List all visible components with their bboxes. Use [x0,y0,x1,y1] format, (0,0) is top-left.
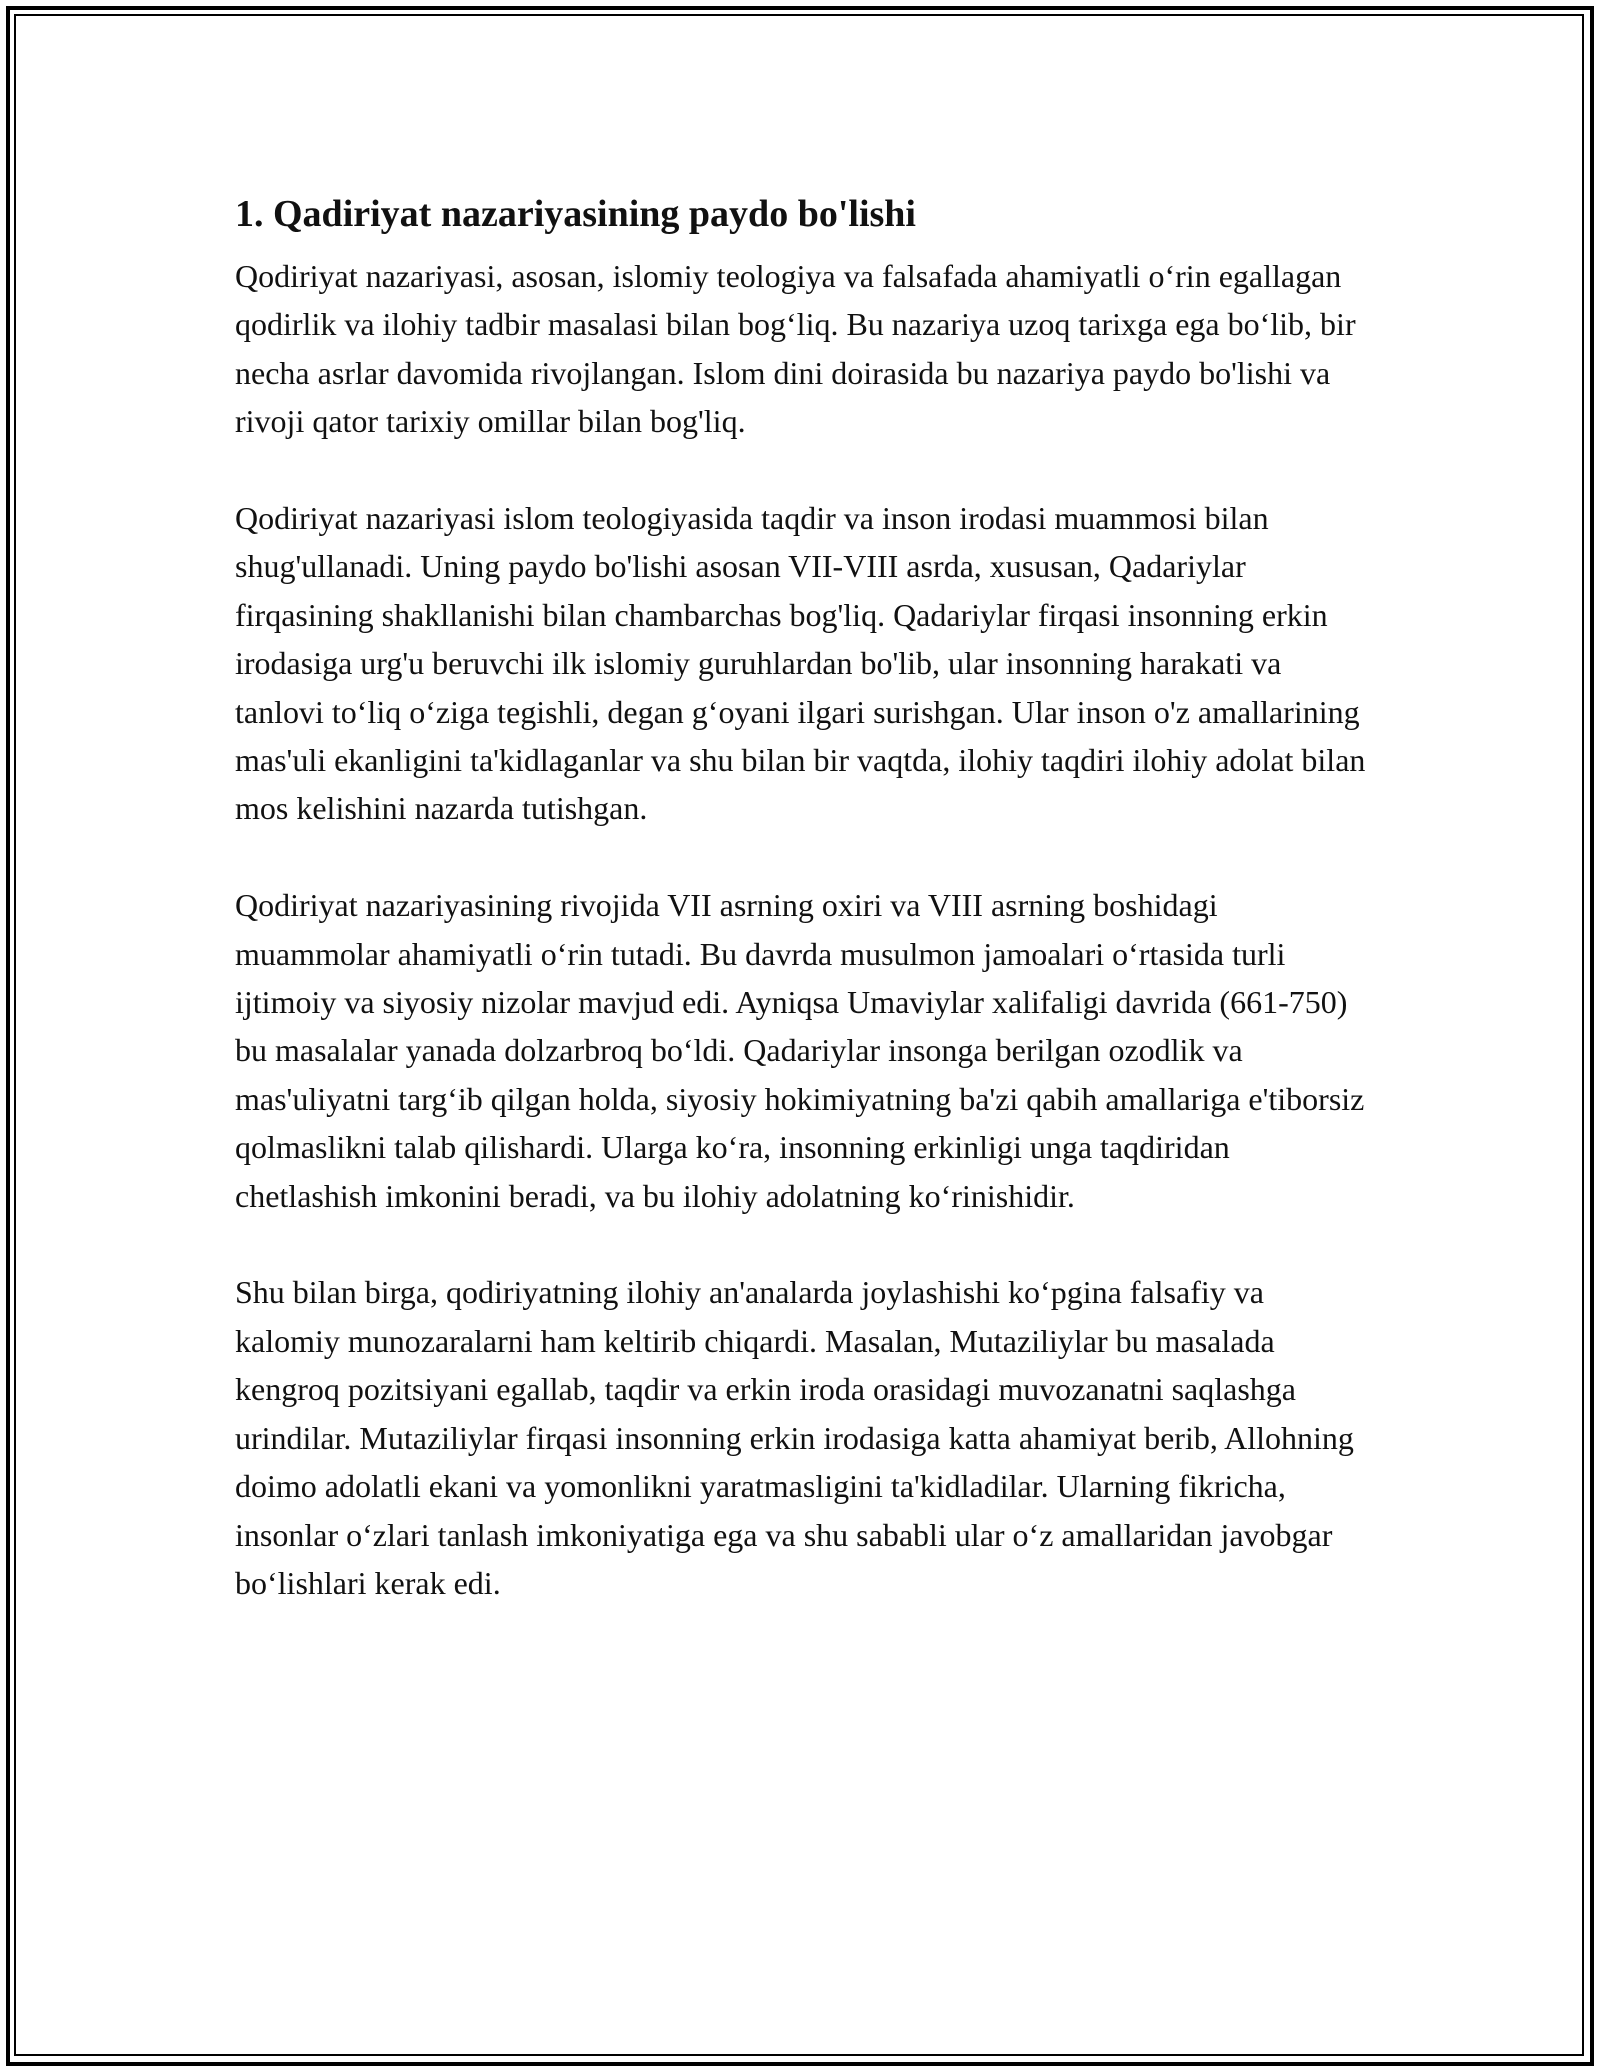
paragraph-4: Shu bilan birga, qodiriyatning ilohiy an'analarda joylashishi ko‘pgina falsafiy va kalomiy munozaralarni ham keltirib chiqardi. Masalan, Mutaziliylar bu masalada kengroq pozitsiyani egallab, taqdir va erkin iroda orasidagi muvozanatni saqlashga urindilar. Mutaziliylar firqasi insonning erkin irodasiga katta ahamiyat berib, Allohning doimo adolatli ekani va yomonlikni yaratmasligini ta'kidladilar. Ularning fikricha, insonlar o‘zlari tanlash imkoniyatiga ega va shu sababli ular o‘z amallaridan javobgar bo‘lishlari kerak edi. [235,1274,1354,1601]
paragraph-1: Qodiriyat nazariyasi, asosan, islomiy teologiya va falsafada ahamiyatli o‘rin egallagan qodirlik va ilohiy tadbir masalasi bilan bog‘liq. Bu nazariya uzoq tarixga ega bo‘lib, bir necha asrlar davomida rivojlangan. Islom dini doirasida bu nazariya paydo bo'lishi va rivoji qator tarixiy omillar bilan bog'liq. [235,258,1356,440]
document-body [235,186,1375,1656]
section-heading: 1. Qadiriyat nazariyasining paydo bo'lishi [235,193,916,235]
paragraph-2: Qodiriyat nazariyasi islom teologiyasida taqdir va inson irodasi muammosi bilan shug'ullanadi. Uning paydo bo'lishi asosan VII-VIII asrda, xususan, Qadariylar firqasining shakllanishi bilan chambarchas bog'liq. Qadariylar firqasi insonning erkin irodasiga urg'u beruvchi ilk islomiy guruhlardan bo'lib, ular insonning harakati va tanlovi to‘liq o‘ziga tegishli, degan g‘oyani ilgari surishgan. Ular inson o'z amallarining mas'uli ekanligini ta'kidlaganlar va shu bilan bir vaqtda, ilohiy taqdiri ilohiy adolat bilan mos kelishini nazarda tutishgan. [235,500,1366,827]
paragraph-3: Qodiriyat nazariyasining rivojida VII asrning oxiri va VIII asrning boshidagi muammolar ahamiyatli o‘rin tutadi. Bu davrda musulmon jamoalari o‘rtasida turli ijtimoiy va siyosiy nizolar mavjud edi. Ayniqsa Umaviylar xalifaligi davrida (661-750) bu masalalar yanada dolzarbroq bo‘ldi. Qadariylar insonga berilgan ozodlik va mas'uliyatni targ‘ib qilgan holda, siyosiy hokimiyatning ba'zi qabih amallariga e'tiborsiz qolmaslikni talab qilishardi. Ularga ko‘ra, insonning erkinligi unga taqdiridan chetlashish imkonini beradi, va bu ilohiy adolatning ko‘rinishidir. [235,887,1365,1214]
